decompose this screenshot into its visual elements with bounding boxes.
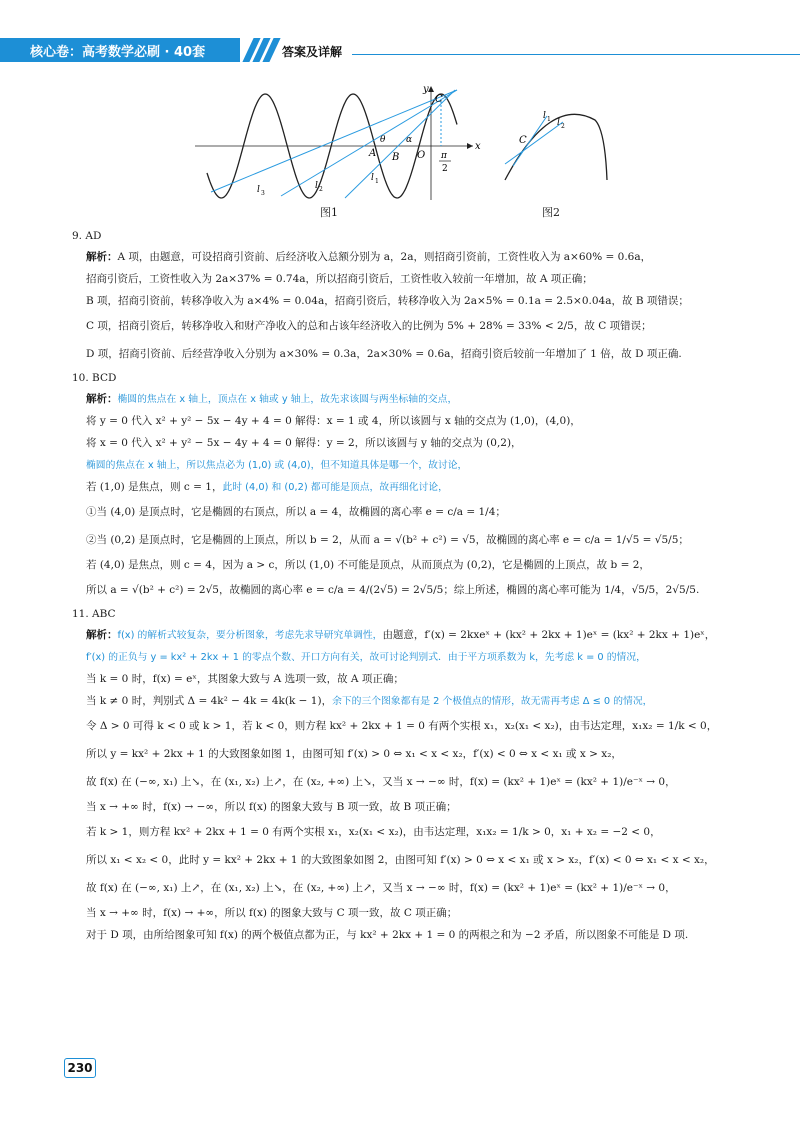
solution-line: 当 k ≠ 0 时，判别式 Δ = 4k² − 4k = 4k(k − 1)，余下的三个图象都有是 2 个极值点的情形，故无需再考虑 Δ ≤ 0 的情况， (86, 695, 653, 707)
svg-text:3: 3 (261, 190, 265, 197)
label-B: B (392, 152, 400, 163)
label-theta: θ (380, 135, 386, 145)
solution-line: 10. BCD (72, 372, 117, 384)
label-l2: l (315, 181, 318, 191)
label-l1: l (371, 173, 374, 183)
solution-line: 招商引资后，工资性收入为 2a×37% = 0.74a，所以招商引资后，工资性收入较前一年增加，故 A 项正确； (86, 273, 593, 285)
label-C: C (435, 94, 443, 105)
solution-line: 所以 x₁ < x₂ < 0，此时 y = kx² + 2kx + 1 的大致图象如图 2，由图可知 f′(x) > 0 ⇔ x < x₁ 或 x > x₂，f′(x) < 0 ⇔ x₁ < x < x₂， (86, 854, 715, 866)
svg-text:2: 2 (561, 123, 565, 130)
solution-line: 解析：f(x) 的解析式较复杂，要分析图象，考虑先求导研究单调性，由题意，f′(x) = 2kxeˣ + (kx² + 2kx + 1)eˣ = (kx² + 2kx + 1)eˣ， (86, 629, 716, 641)
solution-line: 所以 a = √(b² + c²) = 2√5，故椭圆的离心率 e = c/a = 4/(2√5) = 2√5/5；综上所述，椭圆的离心率可能为 1/4，√5/5，2√5/5. (86, 584, 700, 596)
solution-line: 解析：椭圆的焦点在 x 轴上，顶点在 x 轴或 y 轴上，故先求该圆与两坐标轴的交点， (86, 393, 458, 405)
solution-content (72, 226, 732, 946)
solution-line: 11. ABC (72, 608, 116, 620)
label-A: A (369, 148, 377, 159)
header-subtitle: 答案及详解 (282, 45, 343, 59)
figure-1-caption: 图1 (320, 206, 338, 219)
solution-line: ①当 (4,0) 是顶点时，它是椭圆的右顶点，所以 a = 4，故椭圆的离心率 e = c/a = 1/4； (86, 506, 506, 518)
solution-line: f′(x) 的正负与 y = kx² + 2kx + 1 的零点个数、开口方向有关，故可讨论判别式．由于平方项系数为 k，先考虑 k = 0 的情况， (86, 652, 646, 663)
solution-line: 将 y = 0 代入 x² + y² − 5x − 4y + 4 = 0 解得：x = 1 或 4，所以该圆与 x 轴的交点为 (1,0)，(4,0)， (86, 415, 581, 427)
solution-line: C 项，招商引资后，转移净收入和财产净收入的总和占该年经济收入的比例为 5% + 28% = 33% < 2/5，故 C 项错误； (86, 320, 652, 332)
label-y: y (423, 84, 429, 95)
label-pi: π (441, 151, 447, 161)
label-two: 2 (442, 164, 448, 174)
figures-area (195, 80, 615, 225)
solution-line: D 项，招商引资前、后经营净收入分别为 a×30% = 0.3a，2a×30% = 0.6a，招商引资后较前一年增加了 1 倍，故 D 项正确. (86, 348, 682, 360)
page-header (0, 0, 800, 70)
figure-2-caption: 图2 (542, 206, 560, 219)
solution-line: 若 (1,0) 是焦点，则 c = 1，此时 (4,0) 和 (0,2) 都可能是顶点，故再细化讨论， (86, 481, 448, 493)
solution-line: 所以 y = kx² + 2kx + 1 的大致图象如图 1，由图可知 f′(x) > 0 ⇔ x₁ < x < x₂，f′(x) < 0 ⇔ x < x₁ 或 x > x₂， (86, 748, 622, 760)
solution-line: 解析：A 项，由题意，可设招商引资前、后经济收入总额分别为 a，2a，则招商引资前，工资性收入为 a×60% = 0.6a， (86, 251, 652, 263)
page-number: 230 (64, 1058, 96, 1078)
solution-line: 令 Δ > 0 可得 k < 0 或 k > 1，若 k < 0，则方程 kx² + 2kx + 1 = 0 有两个实根 x₁，x₂(x₁ < x₂)，由韦达定理，x₁x₂ = 1/k < 0， (86, 720, 718, 732)
fig2-label-C: C (519, 135, 527, 146)
fig2-line-l2 (505, 122, 563, 164)
header-title: 核心卷：高考数学必刷 · 40套 (30, 45, 206, 60)
x-axis-arrow (467, 143, 473, 149)
svg-text:2: 2 (319, 186, 323, 193)
solution-line: 若 k > 1，则方程 kx² + 2kx + 1 = 0 有两个实根 x₁，x₂(x₁ < x₂)，由韦达定理，x₁x₂ = 1/k > 0，x₁ + x₂ = −2 < 0， (86, 826, 661, 838)
solution-line: 椭圆的焦点在 x 轴上，所以焦点必为 (1,0) 或 (4,0)，但不知道具体是哪一个，故讨论， (86, 460, 468, 471)
label-x: x (475, 141, 481, 152)
solution-line: 对于 D 项，由所给图象可知 f(x) 的两个极值点都为正，与 kx² + 2kx + 1 = 0 的两根之和为 −2 矛盾，所以图象不可能是 D 项. (86, 929, 689, 941)
label-alpha: α (406, 135, 413, 145)
fig2-label-l2: l (557, 118, 560, 128)
y-axis-arrow (428, 86, 434, 92)
solution-line: 若 (4,0) 是焦点，则 c = 4，因为 a > c，所以 (1,0) 不可能是顶点，从而顶点为 (0,2)，它是椭圆的上顶点，故 b = 2， (86, 559, 650, 571)
label-l3: l (257, 185, 260, 195)
svg-text:1: 1 (375, 178, 379, 185)
solution-line: 当 k = 0 时，f(x) = eˣ，其图象大致与 A 选项一致，故 A 项正确； (86, 673, 404, 685)
fig2-label-l1: l (543, 111, 546, 121)
solution-line: 故 f(x) 在 (−∞, x₁) 上↗，在 (x₁, x₂) 上↘，在 (x₂, +∞) 上↗，又当 x → −∞ 时，f(x) = (kx² + 1)eˣ = (kx² + 1)/e⁻ˣ → 0， (86, 882, 676, 894)
solution-line: ②当 (0,2) 是顶点时，它是椭圆的上顶点，所以 b = 2，从而 a = √(b² + c²) = √5，故椭圆的离心率 e = c/a = 1/√5 = √5/5； (86, 534, 689, 546)
svg-text:1: 1 (547, 116, 551, 123)
solution-line: 当 x → +∞ 时，f(x) → +∞，所以 f(x) 的图象大致与 C 项一致，故 C 项正确； (86, 907, 458, 919)
solution-line: 故 f(x) 在 (−∞, x₁) 上↘，在 (x₁, x₂) 上↗，在 (x₂, +∞) 上↘，又当 x → −∞ 时，f(x) = (kx² + 1)eˣ = (kx² + 1)/e⁻ˣ → 0， (86, 776, 676, 788)
solution-line: 当 x → +∞ 时，f(x) → −∞，所以 f(x) 的图象大致与 B 项一致，故 B 项正确； (86, 801, 457, 813)
line-l1 (345, 90, 455, 198)
solution-line: 将 x = 0 代入 x² + y² − 5x − 4y + 4 = 0 解得：y = 2，所以该圆与 y 轴的交点为 (0,2)， (86, 437, 522, 449)
header-rule (352, 54, 800, 55)
solution-line: 9. AD (72, 230, 102, 242)
label-O: O (417, 150, 426, 161)
figure-2-curve (505, 114, 607, 180)
solution-line: B 项，招商引资前，转移净收入为 a×4% = 0.04a，招商引资后，转移净收入为 2a×5% = 0.1a = 2.5×0.04a，故 B 项错误； (86, 295, 689, 307)
